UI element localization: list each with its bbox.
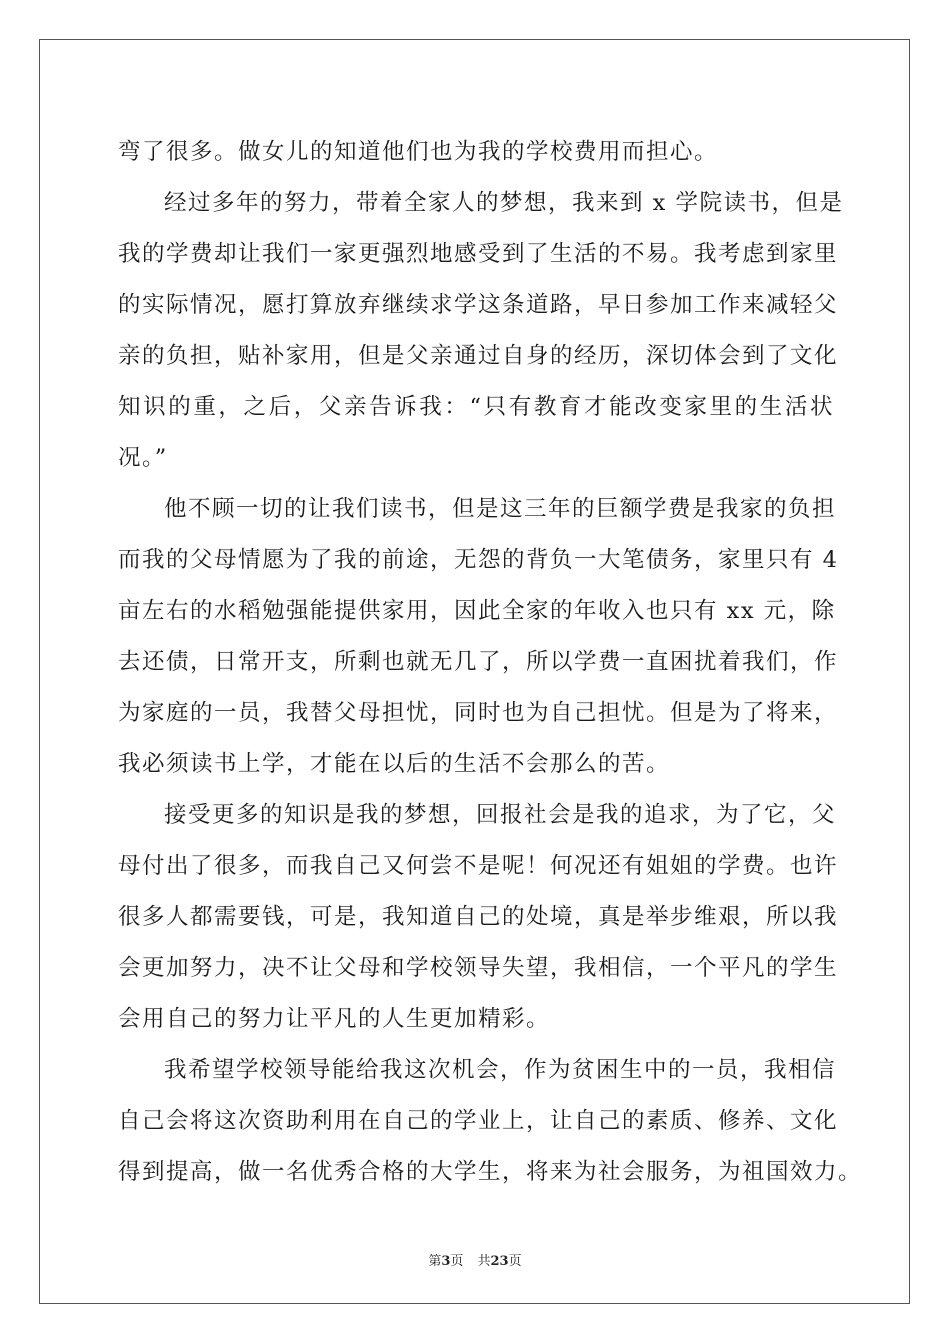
- text-line: 很多人都需要钱，可是，我知道自己的处境，真是举步维艰，所以我: [118, 904, 839, 930]
- paragraph: [118, 1045, 863, 1198]
- text-line: 自己会将这次资助利用在自己的学业上，让自己的素质、修养、文化: [118, 1108, 839, 1134]
- text-line: 母付出了很多，而我自己又何尝不是呢！何况还有姐姐的学费。也许: [118, 853, 839, 879]
- text-line: 会更加努力，决不让父母和学校领导失望，我相信，一个平凡的学生: [118, 955, 839, 981]
- text-line: 我的学费却让我们一家更强烈地感受到了生活的不易。我考虑到家里: [118, 241, 839, 267]
- document-body: [118, 127, 863, 1198]
- text-line: 得到提高，做一名优秀合格的大学生，将来为社会服务，为祖国效力。: [118, 1159, 863, 1185]
- text-line: 接受更多的知识是我的梦想，回报社会是我的追求，为了它，父: [164, 802, 837, 828]
- text-line: 弯了很多。做女儿的知道他们也为我的学校费用而担心。: [118, 139, 719, 165]
- text-line: 的实际情况，愿打算放弃继续求学这条道路，早日参加工作来减轻父: [118, 292, 839, 318]
- page-prefix: 第: [428, 1254, 442, 1269]
- text-line: 亩左右的水稻勉强能提供家用，因此全家的年收入也只有 xx 元，除: [118, 598, 836, 624]
- total-prefix: 共: [477, 1254, 491, 1269]
- text-line: 他不顾一切的让我们读书，但是这三年的巨额学费是我家的负担: [164, 496, 837, 522]
- page-footer: [0, 1250, 950, 1269]
- total-pages: 23: [490, 1254, 509, 1269]
- text-line: 我希望学校领导能给我这次机会，作为贫困生中的一员，我相信: [164, 1057, 837, 1083]
- text-line: 去还债，日常开支，所剩也就无几了，所以学费一直困扰着我们，作: [118, 649, 839, 675]
- paragraph: [118, 484, 839, 790]
- text-line: 我必须读书上学，才能在以后的生活不会那么的苦。: [118, 751, 671, 777]
- paragraph: [118, 790, 839, 1045]
- paragraph: [118, 178, 844, 484]
- total-suffix: 页: [508, 1254, 522, 1269]
- text-line: 知识的重，之后，父亲告诉我：“只有教育才能改变家里的生活状: [118, 394, 834, 420]
- text-line: 经过多年的努力，带着全家人的梦想，我来到 x 学院读书，但是: [164, 190, 844, 216]
- page-suffix: 页: [450, 1254, 464, 1269]
- text-line: 而我的父母情愿为了我的前途，无怨的背负一大笔债务，家里只有 4: [118, 547, 839, 573]
- text-line: 亲的负担，贴补家用，但是父亲通过自身的经历，深切体会到了文化: [118, 343, 839, 369]
- text-line: 会用自己的努力让平凡的人生更加精彩。: [118, 1006, 551, 1032]
- page-number: 3: [441, 1254, 451, 1269]
- paragraph: [118, 127, 834, 178]
- text-line: 为家庭的一员，我替父母担忧，同时也为自己担忧。但是为了将来，: [118, 700, 839, 726]
- text-line: 况。”: [118, 445, 168, 471]
